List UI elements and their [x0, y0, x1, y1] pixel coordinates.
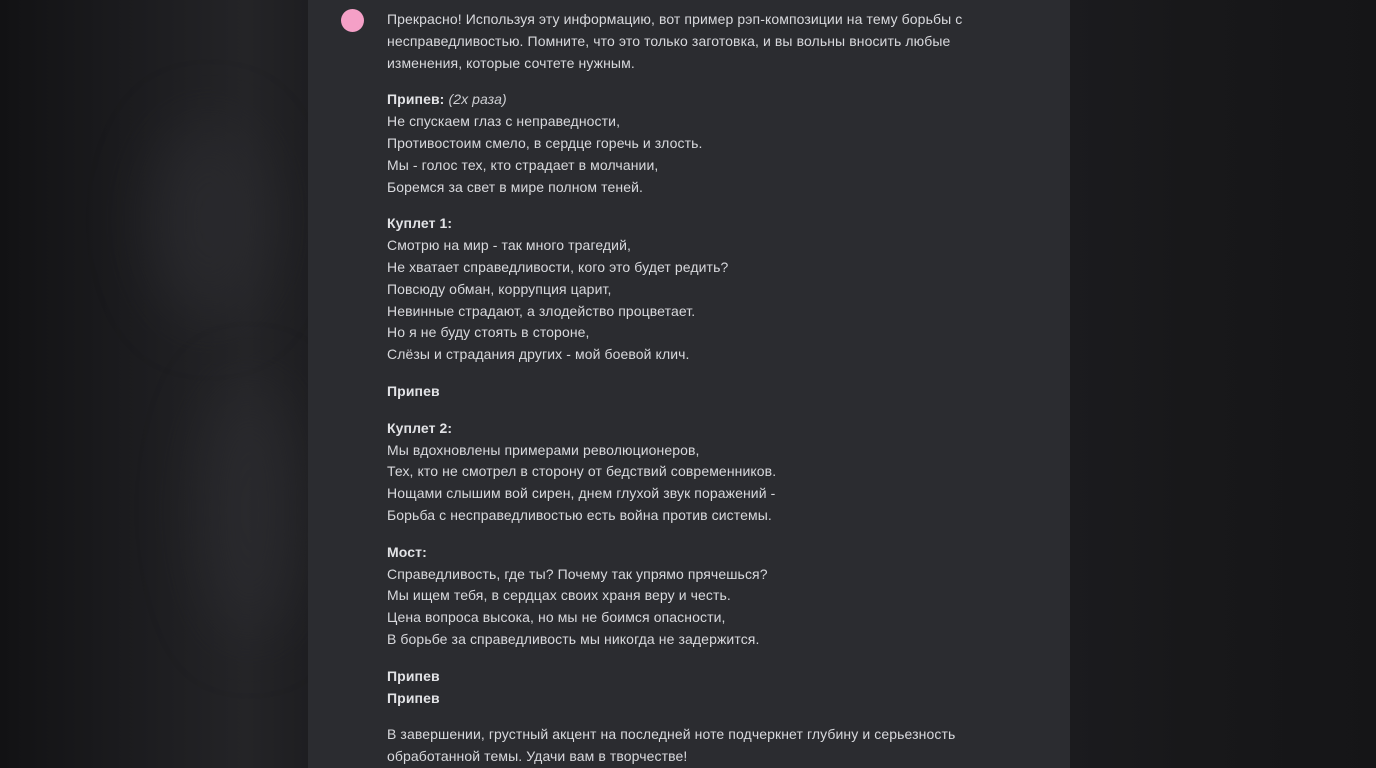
outro-paragraph [387, 724, 1037, 768]
lyric-line: Мы - голос тех, кто страдает в молчании, [387, 156, 659, 173]
chorus-heading-line [387, 89, 1037, 111]
assistant-avatar [341, 9, 364, 32]
lyric-line: Не хватает справедливости, кого это будет редить? [387, 258, 729, 275]
lyric-line: Цена вопроса высока, но мы не боимся опасности, [387, 609, 726, 626]
bridge-block [387, 542, 1037, 651]
lyric-line: Не спускаем глаз с неправедности, [387, 113, 621, 130]
chorus-reference: Припев [387, 667, 440, 684]
outro-line: обработанной темы. Удачи вам в творчестве! [387, 748, 688, 765]
intro-line: изменения, которые сочтете нужным. [387, 54, 635, 71]
assistant-message [387, 9, 1037, 768]
lyric-line: Справедливость, где ты? Почему так упрямо прячешься? [387, 565, 768, 582]
lyric-line: Невинные страдают, а злодейство процветает. [387, 302, 696, 319]
lyric-line: Мы вдохновлены примерами революционеров, [387, 441, 700, 458]
chorus-reference: Припев [387, 382, 440, 399]
lyric-line: В борьбе за справедливость мы никогда не задержится. [387, 630, 760, 647]
background-right-blurred [1070, 0, 1376, 768]
lyric-line: Слёзы и страдания других - мой боевой клич. [387, 346, 690, 363]
lyric-line: Нощами слышим вой сирен, днем глухой звук поражений - [387, 485, 776, 502]
intro-paragraph [387, 9, 1037, 74]
intro-line: Прекрасно! Используя эту информацию, вот пример рэп-композиции на тему борьбы с [387, 11, 963, 27]
lyric-line: Боремся за свет в мире полном теней. [387, 178, 644, 195]
verse2-block [387, 418, 1037, 527]
chorus-ref-block [387, 666, 1037, 710]
chat-panel [308, 0, 1070, 768]
lyric-line: Смотрю на мир - так много трагедий, [387, 237, 632, 254]
chorus-block [387, 89, 1037, 198]
chorus-ref-block [387, 381, 1037, 403]
lyric-line: Борьба с несправедливостью есть война против системы. [387, 506, 772, 523]
intro-line: несправедливостью. Помните, что это только заготовка, и вы вольны вносить любые [387, 32, 951, 49]
blurred-shape [150, 120, 270, 320]
lyric-line: Мы ищем тебя, в сердцах своих храня веру и честь. [387, 587, 731, 604]
verse2-heading: Куплет 2: [387, 419, 453, 436]
chorus-reference: Припев [387, 689, 440, 706]
lyric-line: Противостоим смело, в сердце горечь и злость. [387, 134, 703, 151]
blurred-shape [200, 380, 300, 640]
chorus-note: (2x раза) [448, 91, 507, 108]
bridge-heading: Мост: [387, 543, 427, 560]
chorus-heading: Припев: [387, 91, 445, 108]
verse1-block [387, 213, 1037, 366]
verse1-heading: Куплет 1: [387, 215, 453, 232]
lyric-line: Но я не буду стоять в стороне, [387, 324, 590, 341]
lyric-line: Тех, кто не смотрел в сторону от бедствий современников. [387, 463, 777, 480]
background-left-blurred [0, 0, 308, 768]
outro-line: В завершении, грустный акцент на последней ноте подчеркнет глубину и серьезность [387, 726, 956, 743]
lyric-line: Повсюду обман, коррупция царит, [387, 280, 612, 297]
